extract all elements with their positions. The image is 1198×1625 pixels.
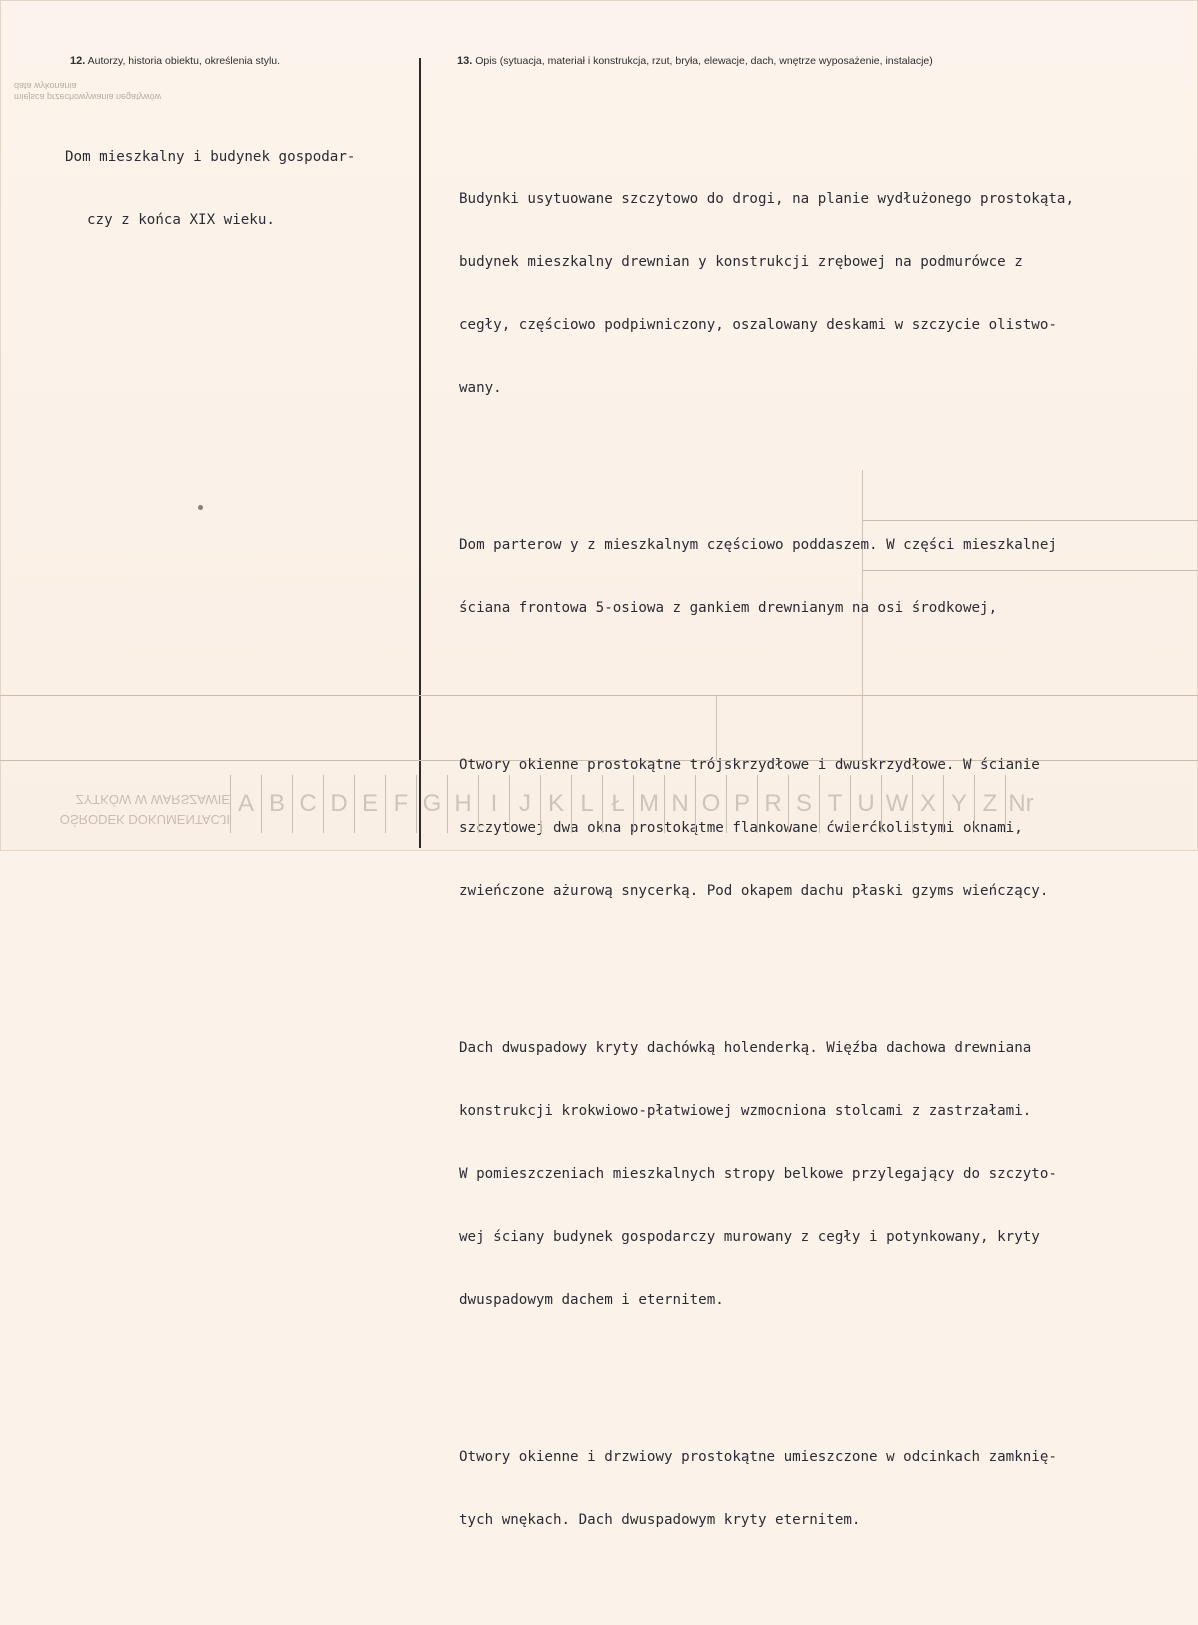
section-13-title: Opis (sytuacja, materiał i konstrukcja, rzut, bryła, elewacje, dach, wnętrze wyposażenie, instalacje) [475, 55, 933, 67]
description-paragraph [459, 1405, 1074, 1573]
text-line: cegły, częściowo podpiwniczony, oszalowany deskami w szczycie olistwo- [459, 317, 1057, 333]
bleed-through-text: miejsca przechowywania negatywów data wykonania [14, 81, 162, 102]
index-letter: S [788, 775, 819, 833]
section-12-title: Autorzy, historia obiektu, określenia stylu. [87, 55, 281, 67]
index-letter: Z [974, 775, 1005, 833]
org-label-line: OŚRODEK DOKUMENTACJI [59, 812, 230, 827]
index-letter: R [757, 775, 788, 833]
text-line: tych wnękach. Dach dwuspadowym kryty eternitem. [459, 1512, 861, 1528]
description-paragraph [459, 493, 1074, 661]
index-letter: P [726, 775, 757, 833]
index-letter: X [912, 775, 943, 833]
index-letter: W [881, 775, 912, 833]
index-letter: U [850, 775, 881, 833]
index-letter: O [695, 775, 726, 833]
index-letter: L [571, 775, 602, 833]
text-line: konstrukcji krokwiowo-płatwiowej wzmocniona stolcami z zastrzałami. [459, 1103, 1032, 1119]
text-line: Budynki usytuowane szczytowo do drogi, na planie wydłużonego prostokąta, [459, 191, 1074, 207]
text-line: W pomieszczeniach mieszkalnych stropy belkowe przylegający do szczyto- [459, 1166, 1057, 1182]
index-letter: N [664, 775, 695, 833]
text-line: Dach dwuspadowy kryty dachówką holenderką. Więźba dachowa drewniana [459, 1040, 1032, 1056]
index-letter: C [292, 775, 323, 833]
org-label-line: ZYTKÓW W WARSZAWIE [75, 792, 230, 807]
text-line: budynek mieszkalny drewnian y konstrukcji zrębowej na podmurówce z [459, 254, 1023, 270]
description-paragraph [459, 147, 1074, 441]
section-12-number: 12. [70, 55, 86, 67]
index-letter: K [540, 775, 571, 833]
index-letter: M [633, 775, 664, 833]
section-13-text [459, 105, 1074, 1625]
text-line: wej ściany budynek gospodarczy murowany z cegły i potynkowany, kryty [459, 1229, 1040, 1245]
text-line: Otwory okienne i drzwiowy prostokątne umieszczone w odcinkach zamknię- [459, 1449, 1057, 1465]
text-line: szczytowej dwa okna prostokątme flankowane ćwierćkolistymi oknami, [459, 820, 1023, 836]
index-letter: T [819, 775, 850, 833]
section-13-heading [457, 55, 933, 67]
index-letter: J [509, 775, 540, 833]
description-paragraph [459, 996, 1074, 1353]
index-letter: H [447, 775, 478, 833]
text-line: Otwory okienne prostokątne trójskrzydłowe i dwuskrzydłowe. W ścianie [459, 757, 1040, 773]
index-letter-strip [230, 775, 1036, 833]
section-12-text [63, 105, 355, 273]
index-letter: A [230, 775, 261, 833]
ink-spot [198, 505, 203, 510]
column-divider [419, 58, 421, 848]
index-letter: F [385, 775, 416, 833]
text-line: ściana frontowa 5-osiowa z gankiem drewnianym na osi środkowej, [459, 600, 998, 616]
index-letter: G [416, 775, 447, 833]
text-line: dwuspadowym dachem i eternitem. [459, 1292, 724, 1308]
section-12-line: Dom mieszkalny i budynek gospodar- [65, 149, 356, 165]
section-12-line: czy z końca XIX wieku. [87, 212, 275, 228]
index-letter: D [323, 775, 354, 833]
index-letter: Y [943, 775, 974, 833]
index-letter: Nr [1005, 775, 1036, 833]
index-letter: E [354, 775, 385, 833]
text-line: zwieńczone ażurową snycerką. Pod okapem dachu płaski gzyms wieńczący. [459, 883, 1049, 899]
index-letter: B [261, 775, 292, 833]
section-13-number: 13. [457, 55, 473, 67]
index-letter: Ł [602, 775, 633, 833]
index-letter: I [478, 775, 509, 833]
section-12-heading [70, 55, 280, 67]
text-line: Dom parterow y z mieszkalnym częściowo poddaszem. W części mieszkalnej [459, 537, 1057, 553]
text-line: wany. [459, 380, 502, 396]
